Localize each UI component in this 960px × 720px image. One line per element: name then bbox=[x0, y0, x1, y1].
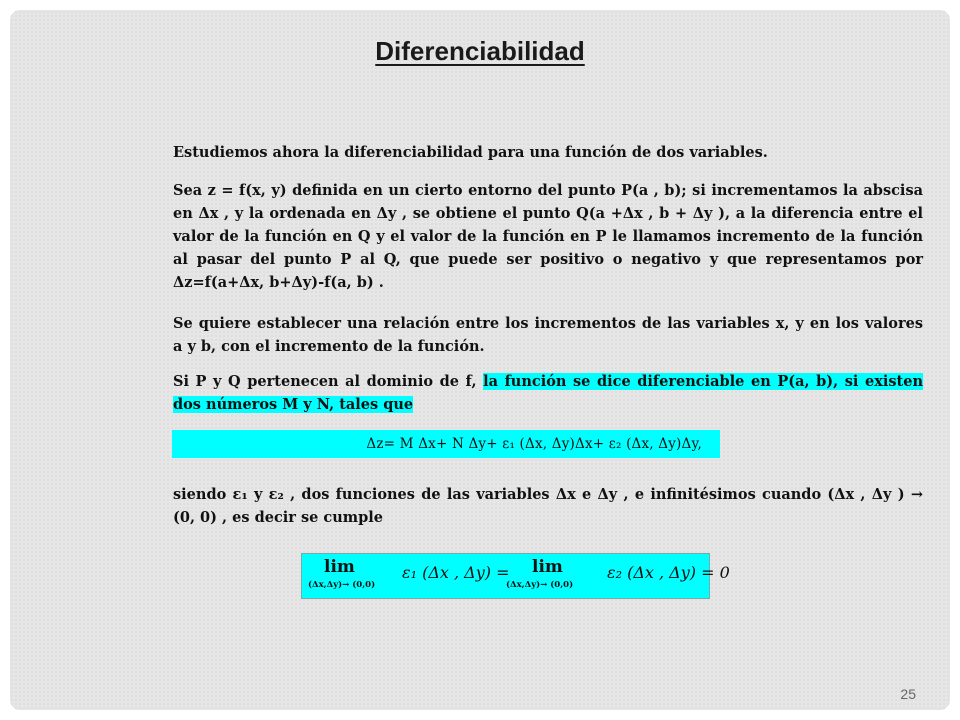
paragraph-differentiable-plain: Si P y Q pertenecen al dominio de f, bbox=[173, 373, 484, 390]
limit-operator-2: lim bbox=[532, 557, 563, 577]
limit-expression-2: ε₂ (Δx , Δy) = 0 bbox=[607, 563, 730, 582]
limit-subscript-2: (Δx,Δy)→ (0,0) bbox=[506, 580, 574, 590]
equation-increment: Δz= M Δx+ N Δy+ ε₁ (Δx, Δy)Δx+ ε₂ (Δx, Δy)Δy, bbox=[172, 430, 720, 458]
slide-title: Diferenciabilidad bbox=[375, 36, 585, 66]
page-number: 25 bbox=[900, 686, 916, 702]
paragraph-intro: Estudiemos ahora la diferenciabilidad para una función de dos variables. bbox=[173, 144, 768, 161]
paragraph-relation: Se quiere establecer una relación entre los incrementos de las variables x, y en los valores a y b, con el incremento de la función. bbox=[173, 315, 923, 355]
equation-limits bbox=[301, 553, 730, 599]
paragraph-infinitesimals: siendo ε₁ y ε₂ , dos funciones de las variables Δx e Δy , e infinitésimos cuando (Δx , Δy ) → (0, 0) , es decir se cumple bbox=[173, 486, 923, 526]
limit-operator-1: lim bbox=[324, 557, 355, 577]
paragraph-differentiable-highlight: la función se dice diferenciable en P(a, b), si existen dos números M y N, tales que bbox=[173, 373, 923, 413]
slide bbox=[10, 10, 950, 710]
paragraph-differentiable bbox=[173, 370, 923, 416]
limit-subscript-1: (Δx,Δy)→ (0,0) bbox=[308, 580, 376, 590]
limit-expression-1: ε₁ (Δx , Δy) = bbox=[402, 563, 510, 582]
paragraph-definition: Sea z = f(x, y) definida en un cierto entorno del punto P(a , b); si incrementamos la abscisa en Δx , y la ordenada en Δy , se obtiene el punto Q(a +Δx , b + Δy ), a la diferencia entre el valor de la función en Q y el valor de la función en P le llamamos incremento de la función al pasar del punto P al Q, que puede ser positivo o negativo y que representamos por Δz=f(a+Δx, b+Δy)-f(a, b) . bbox=[173, 182, 923, 291]
